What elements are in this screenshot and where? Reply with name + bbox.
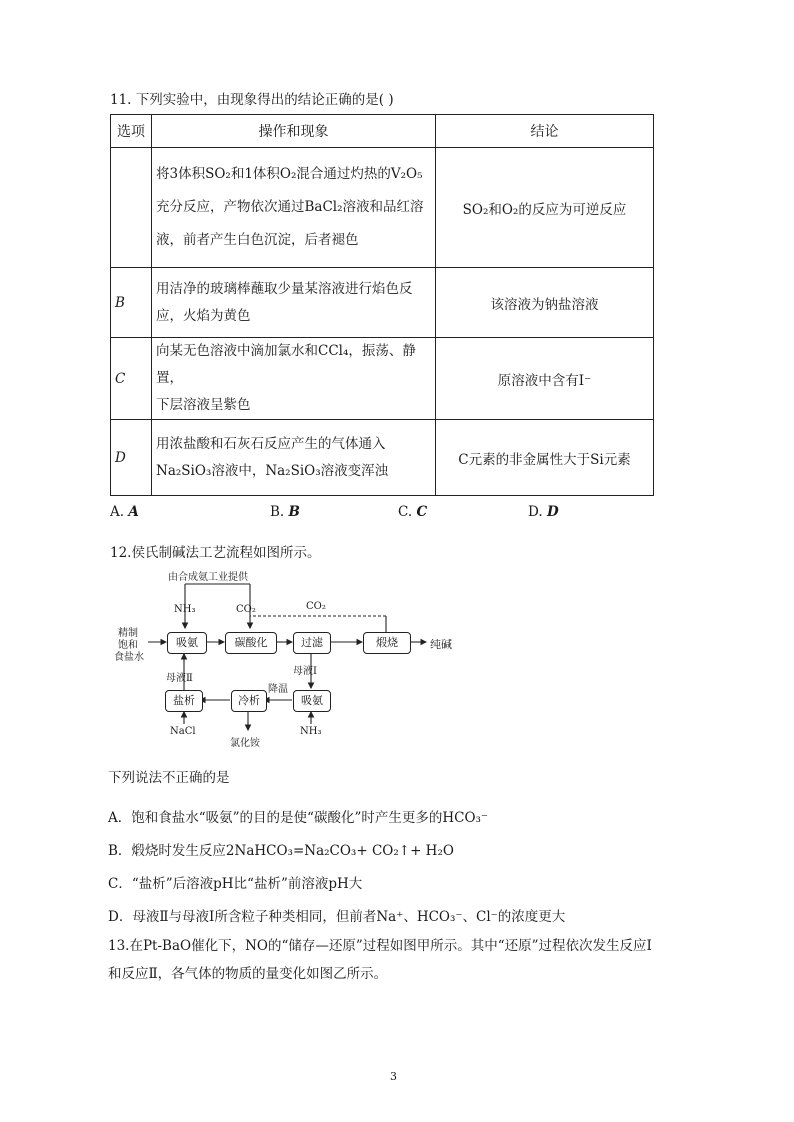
q12-option-b[interactable]: B．煅烧时发生反应2NaHCO₃=Na₂CO₃+ CO₂↑+ H₂O — [108, 843, 454, 859]
q12-option-c[interactable]: C．“盐析”后溶液pH比“盐析”前溶液pH大 — [108, 876, 363, 892]
operation-line: 向某无色溶液中滴加氯水和CCl₄，振荡、静置， — [156, 343, 416, 386]
q13-line-2: 和反应Ⅱ，各气体的物质的量变化如图乙所示。 — [108, 966, 388, 982]
product-label: 纯碱 — [430, 638, 452, 651]
nh3-bottom-label: NH₃ — [300, 726, 322, 737]
nh3-top-label: NH₃ — [174, 604, 196, 615]
input-label-1: 精制 — [118, 628, 138, 639]
mother-liquor-1-label: 母液Ⅰ — [293, 666, 317, 677]
operation-line: Na₂SiO₃溶液中，Na₂SiO₃溶液变浑浊 — [156, 462, 389, 479]
box-filtration: 过滤 — [293, 632, 331, 654]
source-label: 由合成氨工业提供 — [168, 572, 248, 583]
row-conclusion: 原溶液中含有I⁻ — [436, 338, 654, 420]
row-conclusion: C元素的非金属性大于Si元素 — [436, 420, 654, 496]
choice-a[interactable]: A. A — [110, 504, 139, 520]
operation-line: 用洁净的玻璃棒蘸取少量某溶液进行焰色反 — [156, 280, 413, 297]
q13-line-1: 13.在Pt-BaO催化下，NO的“储存—还原”过程如图甲所示。其中“还原”过程依次发生反应Ⅰ — [108, 938, 652, 954]
header-conclusion: 结论 — [436, 115, 654, 148]
choice-c[interactable]: C. C — [398, 504, 428, 520]
choice-d[interactable]: D. D — [528, 504, 559, 520]
row-operation — [152, 420, 436, 496]
input-label-2: 饱和 — [118, 640, 138, 651]
cooling-label: 降温 — [268, 684, 288, 695]
box-carbonation: 碳酸化 — [225, 632, 277, 654]
table-row — [111, 268, 654, 338]
operation-line: 液，前者产生白色沉淀，后者褪色 — [156, 232, 359, 248]
operation-line: 将3体积SO₂和1体积O₂混合通过灼热的V₂O₅ — [156, 166, 423, 182]
co2-top-label: CO₂ — [236, 604, 256, 615]
q12-question: 下列说法不正确的是 — [108, 770, 230, 786]
box-absorb-ammonia-1: 吸氨 — [167, 632, 207, 654]
q12-option-a[interactable]: A．饱和食盐水“吸氨”的目的是使“碳酸化”时产生更多的HCO₃⁻ — [108, 810, 489, 826]
row-conclusion: SO₂和O₂的反应为可逆反应 — [436, 148, 654, 268]
co2-recycle-label: CO₂ — [306, 601, 326, 612]
table-row — [111, 148, 654, 268]
header-operation: 操作和现象 — [152, 115, 436, 148]
row-option: B — [111, 268, 152, 338]
box-cold-crystallize: 冷析 — [231, 690, 267, 712]
row-option: C — [111, 338, 152, 420]
page-number: 3 — [390, 1070, 397, 1083]
operation-line: 下层溶液呈紫色 — [156, 397, 251, 413]
box-absorb-ammonia-2: 吸氨 — [293, 690, 331, 712]
flow-arrows — [100, 566, 460, 756]
row-conclusion: 该溶液为钠盐溶液 — [436, 268, 654, 338]
table-header-row — [111, 115, 654, 148]
nacl-label: NaCl — [170, 726, 196, 737]
ammonium-chloride-label: 氯化铵 — [230, 738, 260, 749]
q12-stem: 12.侯氏制碱法工艺流程如图所示。 — [110, 545, 321, 561]
input-label-3: 食盐水 — [114, 652, 144, 663]
q11-stem: 11. 下列实验中，由现象得出的结论正确的是( ) — [110, 92, 394, 108]
row-operation — [152, 268, 436, 338]
row-operation — [152, 148, 436, 268]
operation-line: 充分反应，产物依次通过BaCl₂溶液和品红溶 — [156, 199, 424, 215]
row-operation — [152, 338, 436, 420]
mother-liquor-2-label: 母液Ⅱ — [166, 673, 193, 684]
header-option: 选项 — [111, 115, 152, 148]
box-calcination: 煅烧 — [363, 632, 411, 654]
operation-line: 用浓盐酸和石灰石反应产生的气体通入 — [156, 435, 386, 452]
row-option: D — [111, 420, 152, 496]
box-salting-out: 盐析 — [165, 690, 203, 712]
table-row — [111, 420, 654, 496]
choice-b[interactable]: B. B — [270, 504, 300, 520]
experiment-table — [110, 114, 654, 496]
operation-line: 应，火焰为黄色 — [156, 307, 251, 324]
table-row — [111, 338, 654, 420]
process-flow-diagram — [100, 566, 460, 756]
q12-option-d[interactable]: D．母液Ⅱ与母液Ⅰ所含粒子种类相同，但前者Na⁺、HCO₃⁻、Cl⁻的浓度更大 — [108, 909, 566, 925]
row-option — [111, 148, 152, 268]
